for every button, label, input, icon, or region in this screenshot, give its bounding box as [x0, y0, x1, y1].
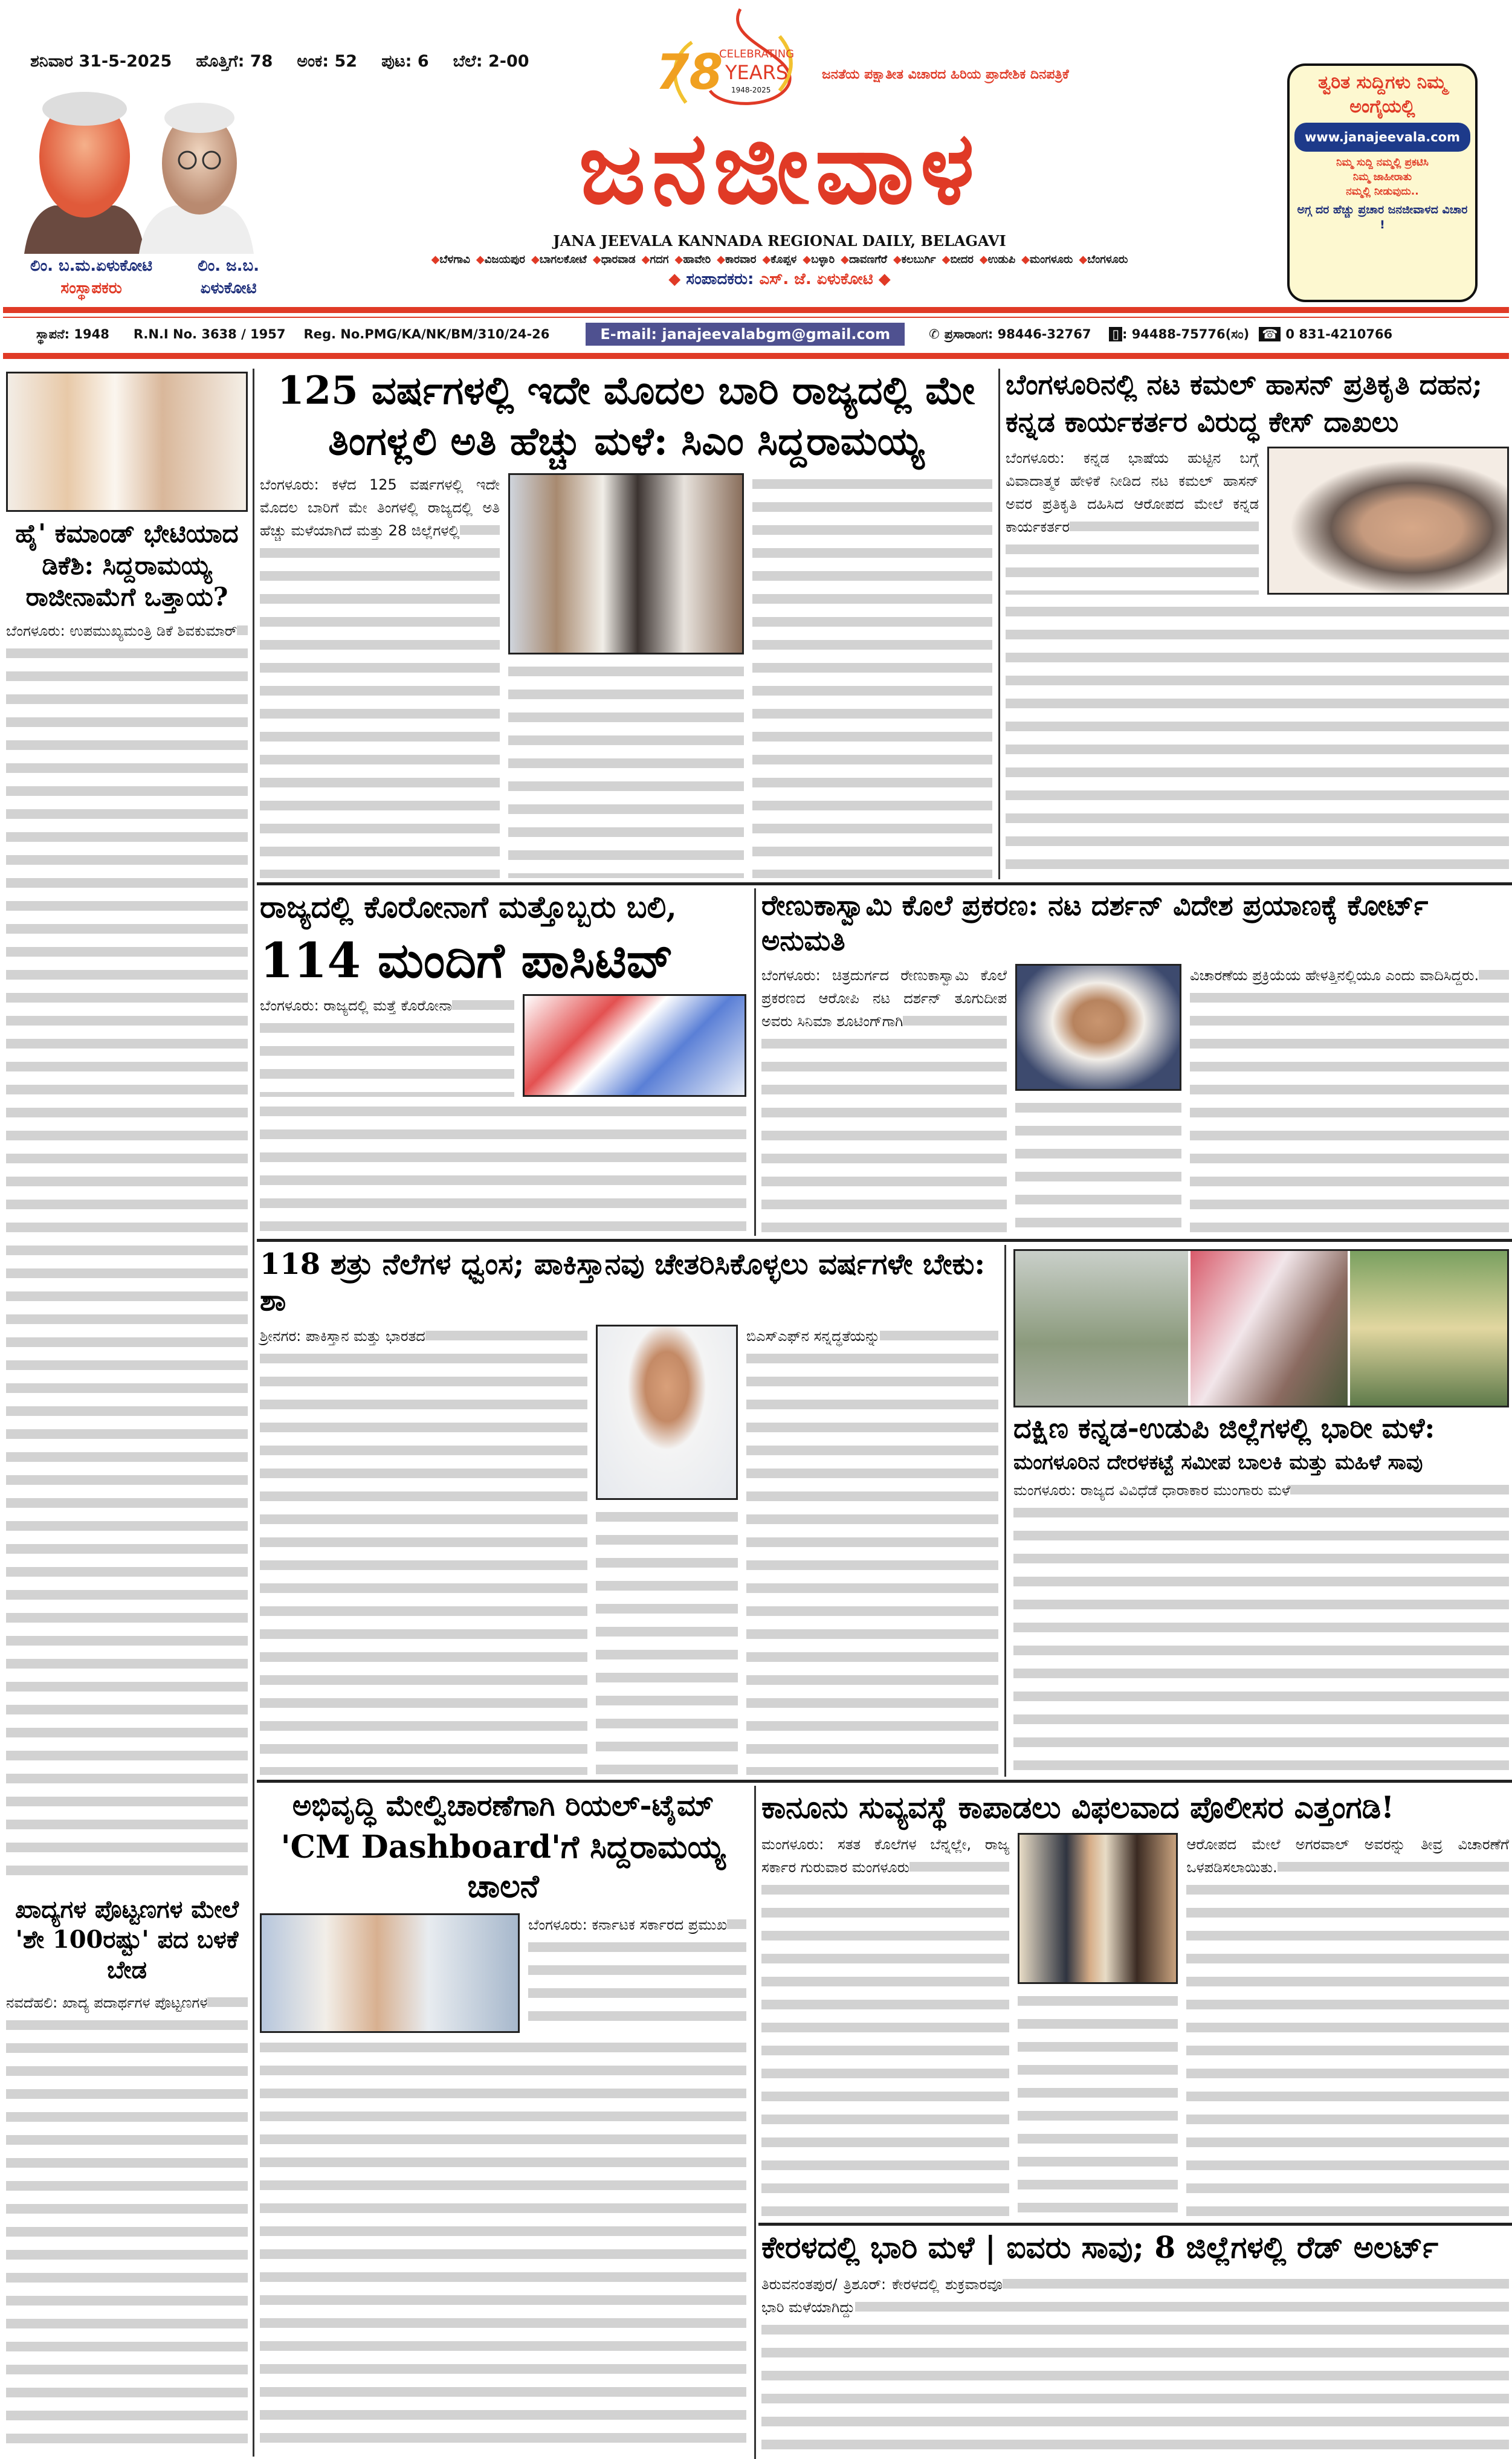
edition-city-item: ◆ಬಳ್ಳಾರಿ [803, 253, 835, 266]
edition-city: ಕಾರವಾರ [725, 253, 757, 266]
section-rule [257, 1780, 1512, 1783]
section-rule [758, 2223, 1512, 2226]
photo-waterlogged-house [1350, 1251, 1507, 1406]
article-kamal-col1 [1006, 447, 1259, 595]
founder1-name: ಲಿಂ. ಬ.ಮ.ಏಳುಕೋಟಿ [30, 257, 153, 275]
headline-rain125: 125 ವರ್ಷಗಳಲ್ಲಿ ಇದೇ ಮೊದಲ ಬಾರಿ ರಾಜ್ಯದಲ್ಲಿ ಮೇ ತಿಂಗಳ್ಲಲಿ ಅತಿ ಹೆಚ್ಚು ಮಳೆ: ಸಿಎಂ ಸಿದ್ದರಾಮಯ್ಯ [277, 368, 975, 464]
column-rule [253, 369, 254, 2457]
article-dashboard-body [260, 2037, 746, 2455]
emblem-celebrating: CELEBRATING [719, 48, 795, 60]
article-lead: ಬೆಂಗಳೂರು: ಕರ್ನಾಟಕ ಸರ್ಕಾರದ ಪ್ರಮುಖ [528, 1916, 728, 1933]
article-renukaswamy-col2 [1015, 1097, 1181, 1235]
article-kerala-body [761, 2273, 1509, 2456]
city-editor-block [284, 253, 1275, 289]
edition-city: ದಾವಣಗೆರೆ [848, 253, 887, 266]
headline-corona-line2: 114 ಮಂದಿಗೆ ಪಾಸಿಟಿವ್ [260, 931, 673, 989]
column-rule [754, 1786, 756, 2459]
column-rule [1004, 1245, 1006, 1777]
headline-kamal: ಬೆಂಗಳೂರಿನಲ್ಲಿ ನಟ ಕಮಲ್ ಹಾಸನ್ ಪ್ರತಿಕೃತಿ ದಹನ; ಕನ್ನಡ ಕಾರ್ಯಕರ್ತರ ವಿರುದ್ಧ ಕೇಸ್ ದಾಖಲು [1006, 368, 1482, 438]
section-rule [257, 882, 1512, 885]
headline-renukaswamy: ರೇಣುಕಾಸ್ವಾಮಿ ಕೊಲೆ ಪ್ರಕರಣ: ನಟ ದರ್ಶನ್ ವಿದೇಶ ಪ್ರಯಾಣಕ್ಕೆ ಕೋರ್ಟ್ ಅನುಮತಿ [761, 889, 1429, 957]
headline-dashboard-line2: 'CM Dashboard'ಗೆ ಸಿದ್ದರಾಮಯ್ಯ ಚಾಲನೆ [280, 1829, 726, 1905]
circulation-phone: ಪ್ರಸಾರಾಂಗ: 98446-32767 [944, 326, 1091, 341]
edition-city-item: ◆ಧಾರವಾಡ [592, 253, 636, 266]
edition-city-item: ◆ದಾವಣಗೆರೆ [841, 253, 887, 266]
photo-cm-meeting [508, 473, 744, 654]
edition-city: ಕಲಬುರ್ಗಿ [901, 253, 936, 266]
edition-city: ಬೀದರ [950, 253, 974, 266]
headline-highcommand: ಹೈ' ಕಮಾಂಡ್ ಭೇಟಿಯಾದ ಡಿಕೆಶಿ: ಸಿದ್ದರಾಮಯ್ಯ ರಾಜೀನಾಮೆಗೆ ಒತ್ತಾಯ? [15, 519, 239, 612]
edition-city-item: ◆ಬಾಗಲಕೋಟೆ [531, 253, 587, 266]
article-highcommand-body [6, 619, 248, 1886]
edition-city-item: ◆ಮಂಗಳೂರು [1021, 253, 1073, 266]
article-police-col2 [1018, 1990, 1178, 2220]
anniversary-emblem [650, 6, 819, 109]
whatsapp-icon: ✆ [929, 327, 940, 341]
photo-darshan [1015, 964, 1181, 1091]
edition-city-item: ◆ಬೆಳಗಾವಿ [431, 253, 470, 266]
mobile-icon: ▯ [1109, 327, 1122, 341]
article-dakshina [1013, 1249, 1509, 1775]
edition-city-item: ◆ಹಾವೇರಿ [674, 253, 711, 266]
edition-city-item: ◆ಕಲಬುರ್ಗಿ [893, 253, 936, 266]
headline-pakistan: 118 ಶತ್ರು ನೆಲೆಗಳ ಧ್ವಂಸ; ಪಾಕಿಸ್ತಾನವು ಚೇತರಿಸಿಕೊಳ್ಳಲು ವರ್ಷಗಳೇ ಬೇಕು: ಶಾ [260, 1247, 986, 1317]
page-count: ಪುಟ: 6 [381, 52, 429, 71]
edition-cities [284, 253, 1275, 267]
article-police-col1 [761, 1833, 1009, 2220]
founder1-role: ಸಂಸ್ಥಾಪಕರು [60, 279, 122, 297]
english-title: JANA JEEVALA KANNADA REGIONAL DAILY, BELAGAVI [553, 232, 1006, 250]
article-kamal [1006, 366, 1509, 878]
article-continuation: ವಿಚಾರಣೆಯ ಪ್ರಕ್ರಿಯೆಯ ಹೇಳತ್ತಿನಲ್ಲಿಯೂ ಎಂದು ವಾದಿಸಿದ್ದರು. [1190, 967, 1479, 984]
edition-city: ಕೊಪ್ಪಳ [771, 253, 797, 266]
article-rain125 [260, 366, 992, 878]
promo-box [1287, 63, 1478, 302]
article-continuation: ಆರೋಪದ ಮೇಲೆ ಅಗರವಾಲ್ ಅವರನ್ನು ತೀವ್ರ ವಿಚಾರಣೆಗೆ ಒಳಪಡಿಸಲಾಯಿತು. [1186, 1835, 1509, 1876]
headline-kerala: ಕೇರಳದಲ್ಲಿ ಭಾರಿ ಮಳೆ | ಐವರು ಸಾವು; 8 ಜಿಲ್ಲೆಗಳಲ್ಲಿ ರೆಡ್ ಅಲರ್ಟ್ [761, 2229, 1438, 2265]
edition-city: ವಿಜಯಪುರ [484, 253, 525, 266]
article-pakistan-col1 [260, 1325, 587, 1775]
article-renukaswamy-col1 [761, 964, 1007, 1235]
article-rain125-col3 [752, 473, 992, 878]
edition-city: ಗದಗ [650, 253, 669, 266]
promo-title: ತ್ವರಿತ ಸುದ್ದಿಗಳು ನಿಮ್ಮ ಅಂಗೈಯಲ್ಲಿ [1318, 72, 1447, 117]
article-pakistan-col3 [746, 1325, 998, 1775]
edition-city-item: ◆ಕೊಪ್ಪಳ [762, 253, 797, 266]
registration-number: Reg. No.PMG/KA/NK/BM/310/24-26 [303, 327, 550, 341]
edition-city: ಧಾರವಾಡ [601, 253, 636, 266]
emblem-range: 1948-2025 [731, 86, 771, 94]
rni-number: R.N.I No. 3638 / 1957 [133, 327, 286, 341]
price: ಬೆಲೆ: 2-00 [453, 52, 529, 71]
edition-city-item: ◆ಗದಗ [641, 253, 669, 266]
article-renukaswamy-col3 [1190, 964, 1509, 1235]
founder2-name: ಲಿಂ. ಜ.ಬ. [198, 257, 259, 275]
headline-dakshina-line2: ಮಂಗಳೂರಿನ ದೇರಳಕಟ್ಟೆ ಸಮೀಪ ಬಾಲಕಿ ಮತ್ತು ಮಹಿಳೆ ಸಾವು [1013, 1450, 1423, 1475]
emblem-years: YEARS [725, 61, 789, 84]
article-lead: ಬೆಂಗಳೂರು: ಚಿತ್ರದುರ್ಗದ ರೇಣುಕಾಸ್ವಾಮಿ ಕೊಲೆ ಪ್ರಕರಣದ ಆರೋಪಿ ನಟ ದರ್ಶನ್ ತೂಗುದೀಪ ಅವರು ಸಿನಿಮಾ ಶೂಟಿಂಗ್‌ಗಾಗಿ [761, 967, 1007, 1030]
founder-captions [12, 257, 278, 298]
article-corona-col1 [260, 994, 514, 1097]
article-lead: ಶ್ರೀನಗರ: ಪಾಕಿಸ್ತಾನ ಮತ್ತು ಭಾರತದ [260, 1328, 425, 1345]
article-pakistan-col2 [596, 1506, 738, 1775]
promo-line3: ನಮ್ಮಲ್ಲಿ ನೀಡುವುದು.. [1346, 186, 1419, 198]
email-link[interactable]: E-mail: janajeevalabgm@gmail.com [586, 323, 905, 346]
article-lead: ಮಂಗಳೂರು: ಸತತ ಕೊಲೆಗಳ ಬೆನ್ನಲ್ಲೇ, ರಾಜ್ಯ ಸರ್ಕಾರ ಗುರುವಾರ ಮಂಗಳೂರು [761, 1835, 1010, 1876]
tagline: ಜನತೆಯ ಪಕ್ಷಾತೀತ ವಿಚಾರದ ಹಿರಿಯ ಪ್ರಾದೇಶಿಕ ದಿನಪತ್ರಿಕೆ [822, 67, 1069, 82]
article-kerala [761, 2229, 1509, 2455]
masthead-meta [30, 52, 529, 71]
edition-city-item: ◆ಬೆಂಗಳೂರು [1079, 253, 1128, 266]
headline-food-labels: ಖಾದ್ಯಗಳ ಪೊಟ್ಟಣಗಳ ಮೇಲೆ 'ಶೇ 100ರಷ್ಟು' ಪದ ಬಳಕೆ ಬೇಡ [15, 1895, 239, 1984]
promo-footer: ಅಗ್ಗ ದರ ಹೆಚ್ಚು ಪ್ರಚಾರ ಜನಜೀವಾಳದ ವಿಚಾರ ! [1297, 203, 1468, 231]
photo-flooded-road [1015, 1251, 1188, 1406]
office-phone: 0 831-4210766 [1285, 327, 1393, 341]
column-rule [998, 369, 1000, 879]
founder1-caption [12, 257, 170, 298]
volume: ಹೊತ್ತಿಗೆ: 78 [196, 52, 273, 71]
info-bar [0, 320, 1512, 348]
issue-number: ಅಂಕ: 52 [297, 52, 358, 71]
article-lead: ತಿರುವನಂತಪುರ/ ತ್ರಿಶೂರ್: ಕೇರಳದಲ್ಲಿ ಶುಕ್ರವಾರವೂ ಭಾರಿ ಮಳೆಯಾಗಿದ್ದು [761, 2275, 1003, 2316]
founder2-name-line2: ಏಳುಕೋಟಿ [200, 279, 257, 297]
newspaper-logo: ಜನಜೀವಾಳ [578, 110, 981, 226]
article-lead: ಬೆಂಗಳೂರು: ಉಪಮುಖ್ಯಮಂತ್ರಿ ಡಿಕೆ ಶಿವಕುಮಾರ್ [6, 622, 237, 639]
header-rule-top [3, 307, 1509, 313]
edition-city: ಬೆಳಗಾವಿ [439, 253, 470, 266]
article-food-body [6, 1991, 248, 2455]
headline-dashboard-line1: ಅಭಿವೃದ್ಧಿ ಮೇಲ್ವಿಚಾರಣೆಗಾಗಿ ರಿಯಲ್-ಟೈಮ್ [292, 1789, 714, 1823]
article-lead: ಬೆಂಗಳೂರು: ರಾಜ್ಯದಲ್ಲಿ ಮತ್ತೆ ಕೊರೋನಾ [260, 997, 453, 1014]
editor-mobile: : 94488-75776(ಸಂ) [1122, 326, 1250, 341]
article-corona-body [260, 1100, 746, 1235]
article-rain125-col2 [508, 661, 744, 878]
article-highcommand [6, 372, 248, 1885]
edition-city: ಬಳ್ಳಾರಿ [811, 253, 835, 266]
founder-portraits-image [18, 91, 272, 254]
promo-line2: ನಿಮ್ಮ ಜಾಹೀರಾತು [1352, 171, 1412, 183]
article-dashboard [260, 1788, 746, 2455]
headline-police: ಕಾನೂನು ಸುವ್ಯವಸ್ಥೆ ಕಾಪಾಡಲು ವಿಫಲವಾದ ಪೊಲೀಸರ ಎತ್ತಂಗಡಿ! [761, 1789, 1395, 1825]
edition-city: ಉಡುಪಿ [987, 253, 1016, 266]
founder2-caption [179, 257, 278, 298]
article-lead: ಬೆಂಗಳೂರು: ಕಳೆದ 125 ವರ್ಷಗಳಲ್ಲಿ ಇದೇ ಮೊದಲ ಬಾರಿಗೆ ಮೇ ತಿಂಗಳಲ್ಲಿ ರಾಜ್ಯದಲ್ಲಿ ಅತಿ ಹೆಚ್ಚು ಮಳೆಯಾಗಿದೆ ಮತ್ತು 28 ಜಿಲ್ಲೆಗಳಲ್ಲಿ [260, 476, 500, 539]
phone-icon: ☎ [1259, 327, 1281, 341]
article-corona [260, 888, 746, 1235]
edition-city: ಮಂಗಳೂರು [1030, 253, 1073, 266]
article-continuation: ಬಿಎಸ್‌ಎಫ್‌ನ ಸನ್ನದ್ಧತೆಯನ್ನು [746, 1328, 880, 1345]
edition-city-item: ◆ಉಡುಪಿ [979, 253, 1016, 266]
article-dakshina-body [1013, 1479, 1509, 1775]
photo-police-officers [1018, 1833, 1178, 1984]
edition-city: ಹಾವೇರಿ [683, 253, 711, 266]
photo-covid-test [523, 994, 746, 1097]
article-rain125-col1 [260, 473, 500, 878]
article-pakistan [260, 1246, 998, 1775]
edition-city: ಬಾಗಲಕೋಟೆ [539, 253, 587, 266]
photo-flood-collage [1013, 1249, 1509, 1407]
column-rule [754, 888, 756, 1236]
article-kamal-body [1006, 601, 1509, 878]
issue-date: ಶನಿವಾರ 31-5-2025 [30, 52, 172, 71]
editor-label: ಸಂಪಾದಕರು: [686, 270, 754, 288]
article-lead: ಬೆಂಗಳೂರು: ಕನ್ನಡ ಭಾಷೆಯ ಹುಟ್ಟಿನ ಬಗ್ಗೆ ವಿವಾದಾತ್ಮಕ ಹೇಳಿಕೆ ನೀಡಿದ ನಟ ಕಮಲ್ ಹಾಸನ್ ಅವರ ಪ್ರತಿಕೃತಿ ದಹಿಸಿದ ಆರೋಪದ ಮೇಲೆ ಕನ್ನಡ ಕಾರ್ಯಕರ್ತರ [1006, 450, 1259, 535]
headline-corona-line1: ರಾಜ್ಯದಲ್ಲಿ ಕೊರೋನಾಗೆ ಮತ್ತೊಬ್ಬರು ಬಲಿ, [260, 889, 677, 925]
edition-city-item: ◆ಕಾರವಾರ [717, 253, 757, 266]
article-renukaswamy [761, 888, 1509, 1235]
headline-dakshina-line1: ದಕ್ಷಿಣ ಕನ್ನಡ-ಉಡುಪಿ ಜಿಲ್ಲೆಗಳಲ್ಲಿ ಭಾರೀ ಮಳೆ: [1013, 1412, 1435, 1444]
photo-cm-dashboard-launch [260, 1913, 520, 2033]
section-rule [257, 1239, 1512, 1242]
editor-name: ಎಸ್. ಜೆ. ಏಳುಕೋಟಿ [759, 270, 873, 288]
photo-siddaramaiah-dks [6, 372, 248, 512]
founded-year: ಸ್ಥಾಪನೆ: 1948 [36, 326, 109, 341]
emblem-number: 78 [656, 44, 723, 100]
article-police-col3 [1186, 1833, 1509, 2220]
article-lead: ಮಂಗಳೂರು: ರಾಜ್ಯದ ವಿವಿಧೆಡೆ ಧಾರಾಕಾರ ಮುಂಗಾರು ಮಳೆ [1013, 1482, 1290, 1499]
website-link[interactable]: www.janajeevala.com [1294, 123, 1470, 152]
edition-city: ಬೆಂಗಳೂರು [1087, 253, 1128, 266]
article-dashboard-col [528, 1913, 746, 2033]
article-lead: ನವದೆಹಲಿ: ಖಾದ್ಯ ಪದಾರ್ಥಗಳ ಪೊಟ್ಟಣಗಳ [6, 1994, 208, 2011]
article-police [761, 1789, 1509, 2219]
photo-kamal-haasan [1267, 447, 1509, 595]
founder-portraits [18, 91, 272, 254]
promo-line1: ನಿಮ್ಮ ಸುದ್ದಿ ನಮ್ಮಲ್ಲಿ ಪ್ರಕಟಿಸಿ [1336, 157, 1429, 169]
header-rule-bottom [3, 353, 1509, 359]
photo-rescue [1191, 1251, 1348, 1406]
edition-city-item: ◆ಬೀದರ [942, 253, 974, 266]
article-food [6, 1895, 248, 2455]
editor-line: ◆ ಸಂಪಾದಕರು: ಎಸ್. ಜೆ. ಏಳುಕೋಟಿ ◆ [668, 270, 891, 288]
photo-amit-shah [596, 1325, 738, 1500]
edition-city-item: ◆ವಿಜಯಪುರ [476, 253, 525, 266]
